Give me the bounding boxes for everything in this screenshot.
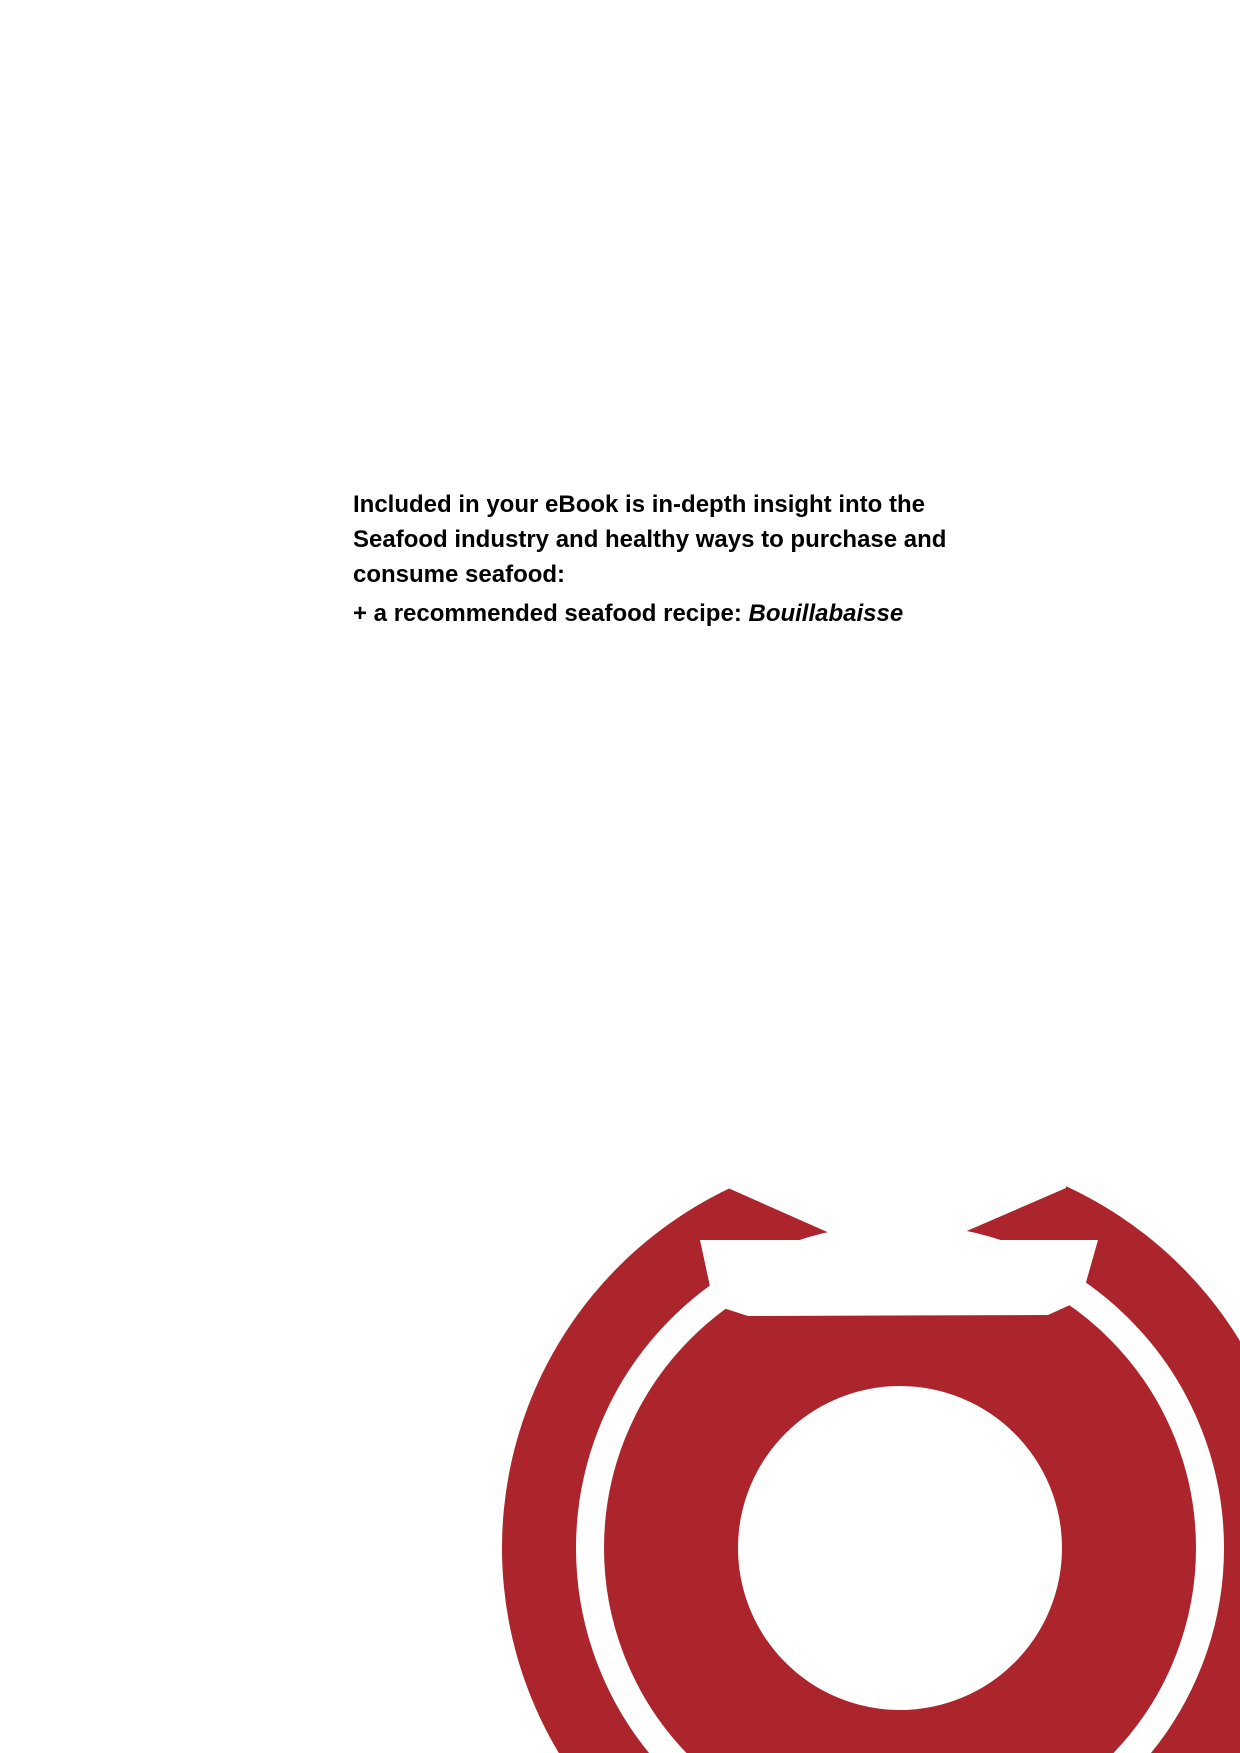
recipe-prefix: + a recommended seafood recipe: <box>353 600 749 627</box>
intro-line-2: Seafood industry and healthy ways to purchase and <box>353 526 947 553</box>
logo-outer-ring <box>502 1150 1240 1753</box>
recipe-name: Bouillabaisse <box>748 600 904 627</box>
intro-line-3: consume seafood: <box>353 561 566 588</box>
intro-paragraph <box>353 487 953 592</box>
recipe-line <box>353 596 973 631</box>
intro-line-1: Included in your eBook is in-depth insight into the <box>353 491 925 518</box>
